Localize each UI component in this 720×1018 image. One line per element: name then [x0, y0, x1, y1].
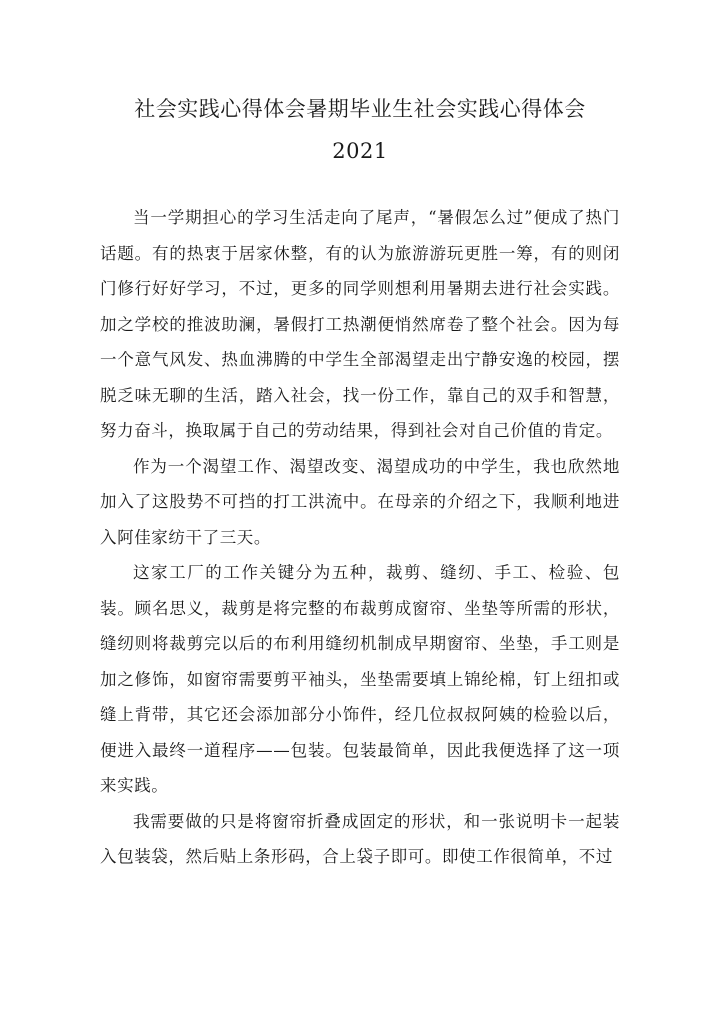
- paragraph-1: 当一学期担心的学习生活走向了尾声，“暑假怎么过”便成了热门话题。有的热衷于居家休整，有的认为旅游游玩更胜一筹，有的则闭门修行好好学习，不过，更多的同学则想利用暑期去进行社会实践。加之学校的推波助澜，暑假打工热潮便悄然席卷了整个社会。因为每一个意气风发、热血沸腾的中学生全部渴望走出宁静安逸的校园，摆脱乏味无聊的生活，踏入社会，找一份工作，靠自己的双手和智慧，努力奋斗，换取属于自己的劳动结果，得到社会对自己价值的肯定。: [100, 208, 620, 440]
- paragraph-4: 我需要做的只是将窗帘折叠成固定的形状，和一张说明卡一起装入包装袋，然后贴上条形码，合上袋子即可。即使工作很简单，不过: [100, 811, 620, 866]
- title-line-1: 社会实践心得体会暑期毕业生社会实践心得体会: [134, 97, 586, 121]
- document-title: [80, 88, 640, 172]
- paragraph-2: 作为一个渴望工作、渴望改变、渴望成功的中学生，我也欣然地加入了这股势不可挡的打工洪流中。在母亲的介绍之下，我顺利地进入阿佳家纺干了三天。: [100, 456, 620, 547]
- document-body: [100, 200, 620, 875]
- paragraph-3: 这家工厂的工作关键分为五种，裁剪、缝纫、手工、检验、包装。顾名思义，裁剪是将完整的布裁剪成窗帘、坐垫等所需的形状，缝纫则将裁剪完以后的布利用缝纫机制成早期窗帘、坐垫，手工则是加之修饰，如窗帘需要剪平袖头，坐垫需要填上锦纶棉，钉上纽扣或缝上背带，其它还会添加部分小饰件，经几位叔叔阿姨的检验以后，便进入最终一道程序——包装。包装最简单，因此我便选择了这一项来实践。: [100, 563, 620, 795]
- title-line-2: 2021: [332, 139, 388, 163]
